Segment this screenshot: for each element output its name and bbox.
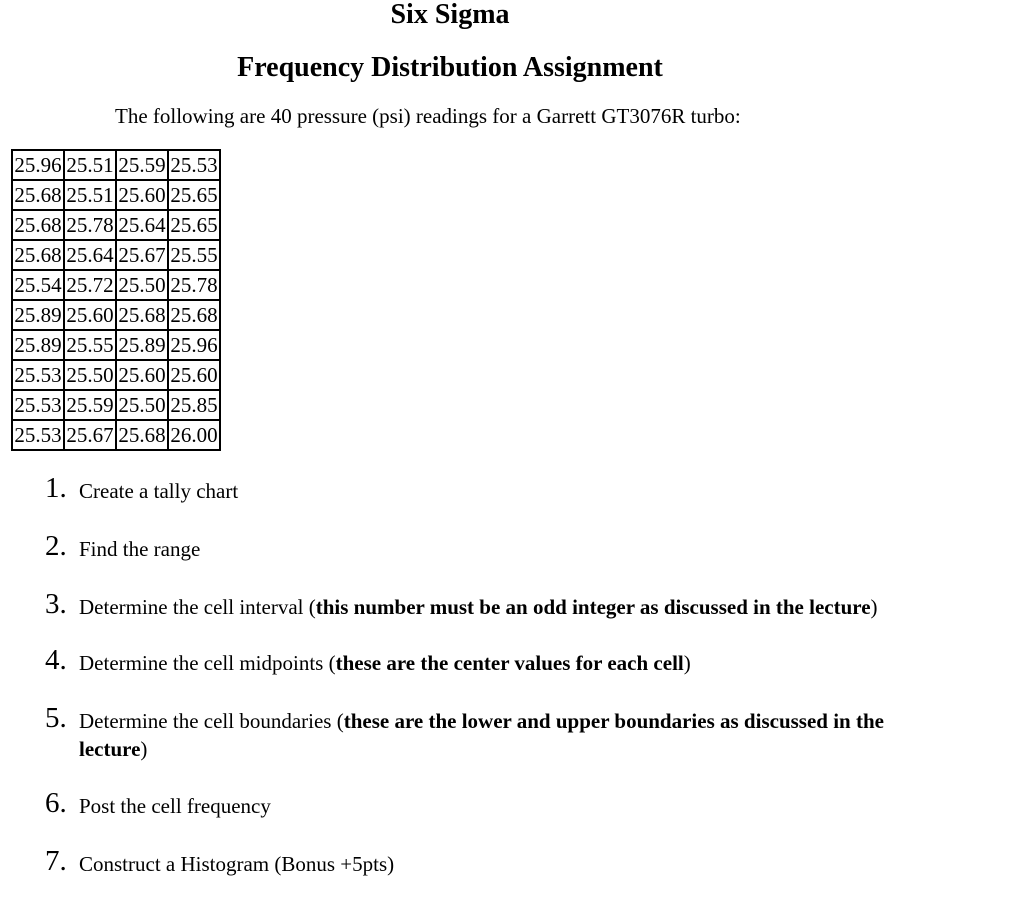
table-cell: 25.53 [12,360,64,390]
table-row [12,390,220,420]
table-row [12,300,220,330]
intro-text: The following are 40 pressure (psi) readings for a Garrett GT3076R turbo: [115,104,741,128]
table-row [12,180,220,210]
table-cell: 25.60 [116,360,168,390]
step-text-end: ) [140,737,148,761]
table-cell: 25.78 [64,210,116,240]
table-cell: 25.68 [116,420,168,450]
table-row [12,360,220,390]
table-cell: 25.54 [12,270,64,300]
page-title: Six Sigma [390,0,510,30]
step-text: Determine the cell boundaries ( [79,709,344,733]
table-row [12,240,220,270]
readings-table [11,149,221,451]
table-cell: 25.50 [116,270,168,300]
table-cell: 25.64 [116,210,168,240]
table-cell: 25.68 [12,210,64,240]
table-cell: 25.78 [168,270,220,300]
table-row [12,330,220,360]
table-cell: 25.68 [168,300,220,330]
table-cell: 25.67 [64,420,116,450]
step-text: Post the cell frequency [79,794,271,818]
table-cell: 25.53 [12,390,64,420]
table-cell: 25.68 [12,240,64,270]
table-cell: 25.55 [168,240,220,270]
table-cell: 25.60 [116,180,168,210]
table-cell: 25.53 [12,420,64,450]
table-row [12,150,220,180]
list-item [0,845,900,878]
table-row [12,210,220,240]
table-cell: 25.65 [168,210,220,240]
table-cell: 25.53 [168,150,220,180]
step-text: Find the range [79,537,201,561]
table-cell: 25.89 [116,330,168,360]
step-text: Create a tally chart [79,479,239,503]
table-cell: 25.51 [64,150,116,180]
step-text-end: ) [683,651,691,675]
list-item [0,530,900,563]
list-item [0,588,900,621]
step-number: 7. [45,845,67,877]
list-item [0,702,900,763]
page-subtitle: Frequency Distribution Assignment [237,52,663,83]
list-item [0,644,900,677]
table-cell: 25.64 [64,240,116,270]
table-cell: 25.60 [64,300,116,330]
table-cell: 25.59 [116,150,168,180]
table-cell: 25.68 [12,180,64,210]
table-row [12,420,220,450]
step-number: 6. [45,787,67,819]
table-cell: 25.60 [168,360,220,390]
table-cell: 25.55 [64,330,116,360]
step-number: 2. [45,530,67,562]
step-text: Construct a Histogram (Bonus +5pts) [79,852,395,876]
step-number: 1. [45,472,67,504]
step-text: Determine the cell midpoints ( [79,651,336,675]
table-cell: 25.50 [116,390,168,420]
table-cell: 25.85 [168,390,220,420]
step-emphasis: these are the lower and upper boundaries as discussed in the lecture [79,709,884,761]
table-cell: 25.68 [116,300,168,330]
step-number: 5. [45,702,67,734]
step-emphasis: this number must be an odd integer as discussed in the lecture [315,595,871,619]
step-emphasis: these are the center values for each cell [335,651,684,675]
table-cell: 26.00 [168,420,220,450]
table-cell: 25.89 [12,300,64,330]
table-cell: 25.67 [116,240,168,270]
table-cell: 25.59 [64,390,116,420]
table-cell: 25.96 [12,150,64,180]
list-item [0,787,900,820]
step-text: Determine the cell interval ( [79,595,316,619]
table-cell: 25.50 [64,360,116,390]
step-text-end: ) [870,595,878,619]
list-item [0,472,900,505]
table-row [12,270,220,300]
step-number: 4. [45,644,67,676]
table-cell: 25.65 [168,180,220,210]
table-cell: 25.89 [12,330,64,360]
step-number: 3. [45,588,67,620]
table-cell: 25.51 [64,180,116,210]
table-cell: 25.72 [64,270,116,300]
table-cell: 25.96 [168,330,220,360]
steps-list [0,472,900,878]
